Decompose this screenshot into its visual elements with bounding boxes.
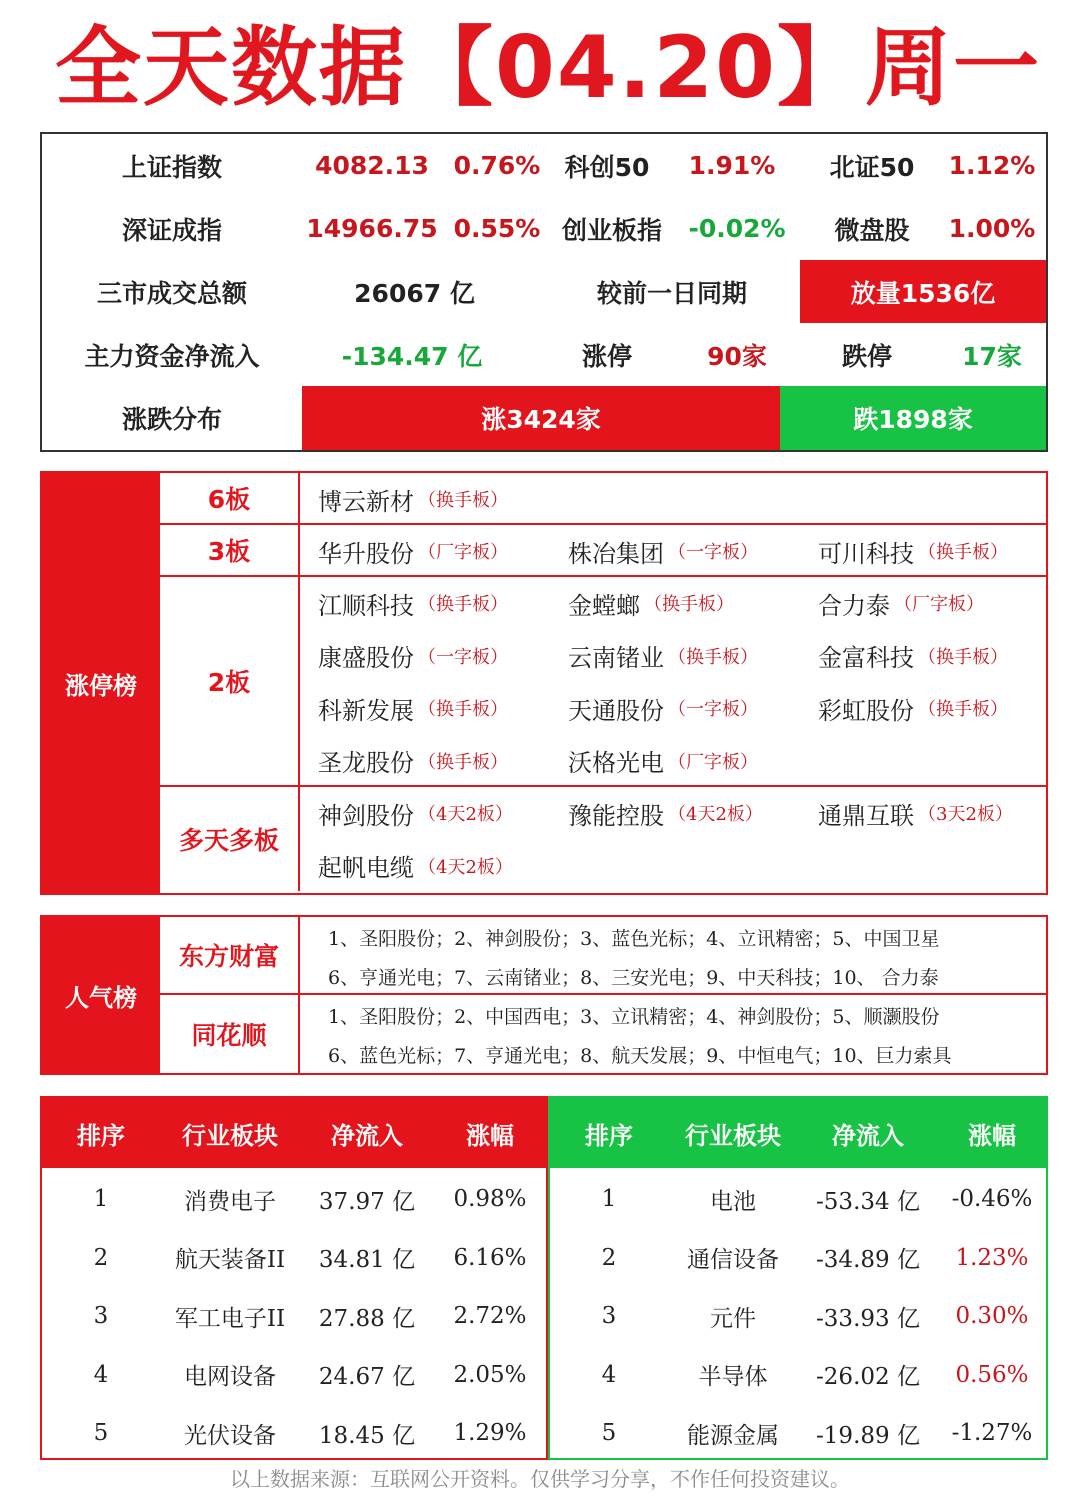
sector-name: 元件: [710, 1305, 756, 1332]
sector-change-pct: -0.46%: [951, 1186, 1033, 1212]
stock-name: 华升股份: [318, 539, 414, 568]
stock-name: 神剑股份: [318, 801, 414, 830]
table-row: [550, 1229, 1046, 1287]
summary-row-flows: [42, 323, 1046, 386]
sector-outflow-table: [548, 1096, 1048, 1460]
table-row: [550, 1346, 1046, 1404]
table-row: [550, 1287, 1046, 1345]
sh-index-label: 上证指数: [121, 152, 222, 182]
sector-rank: 1: [93, 1186, 109, 1212]
limit-up-stock: [318, 473, 508, 525]
sector-net-flow: -53.34 亿: [816, 1188, 920, 1215]
board-type-tag: （厂字板）: [418, 542, 508, 563]
stock-name: 合力泰: [818, 591, 890, 620]
sector-change-pct: 0.56%: [955, 1361, 1029, 1388]
popularity-source-dfcf: [160, 917, 1046, 995]
stock-name: 株冶集团: [568, 539, 664, 568]
source-label: 同花顺: [160, 995, 300, 1073]
cy-index-pct: -0.02%: [688, 214, 786, 243]
microcap-label: 微盘股: [834, 215, 910, 245]
popularity-line: 1、圣阳股份；2、中国西电；3、立讯精密；4、神剑股份；5、顺灏股份: [328, 1006, 940, 1028]
board-type-tag: （换手板）: [668, 646, 758, 668]
board-tier-label: 6板: [160, 473, 300, 523]
main-flow-value: -134.47 亿: [341, 341, 483, 371]
board-tier-label: 2板: [160, 577, 300, 785]
sector-name: 消费电子: [184, 1188, 276, 1215]
board-type-tag: （4天2板）: [418, 856, 513, 878]
limit-up-stock: [818, 525, 1008, 577]
sh-index-pct: 0.76%: [453, 151, 541, 180]
board-type-tag: （3天2板）: [918, 804, 1013, 825]
limit-up-stock: [318, 840, 513, 892]
sector-net-flow: -33.93 亿: [816, 1305, 920, 1332]
sector-change-pct: 1.29%: [453, 1420, 527, 1446]
board-tier-label: 3板: [160, 525, 300, 575]
stock-name: 博云新材: [318, 487, 414, 516]
limit-up-stock: [318, 525, 508, 577]
sector-name: 半导体: [698, 1364, 768, 1390]
limit-up-board: [40, 471, 1048, 895]
limit-up-label: 涨停: [581, 341, 632, 371]
fall-count-bar: 跌1898家: [780, 386, 1046, 450]
cy-index-label: 创业板指: [561, 215, 662, 245]
sector-change-pct: 2.05%: [453, 1361, 527, 1388]
sector-net-flow: 27.88 亿: [318, 1305, 416, 1332]
sz-index-value: 14966.75: [306, 214, 438, 243]
market-summary-table: [40, 132, 1048, 452]
sector-change-pct: 6.16%: [453, 1244, 527, 1271]
limit-up-count: 90家: [707, 341, 767, 371]
board-type-tag: （换手板）: [644, 594, 734, 615]
table-header: [550, 1098, 1046, 1168]
limit-up-stock: [818, 682, 1008, 734]
limit-up-stock: [568, 787, 763, 839]
header-flow: 净流入: [331, 1121, 403, 1150]
volume-change-badge: 放量1536亿: [800, 260, 1046, 323]
page-title: 全天数据【04.20】周一: [55, 18, 1042, 118]
sector-name: 能源金属: [687, 1422, 779, 1449]
board-type-tag: （换手板）: [418, 490, 508, 511]
turnover-label: 三市成交总额: [96, 278, 247, 308]
limit-up-stock: [568, 577, 734, 629]
table-row: [42, 1404, 546, 1462]
limit-up-stock: [568, 735, 758, 787]
board-type-tag: （换手板）: [918, 542, 1008, 563]
board-type-tag: （一字板）: [668, 542, 758, 563]
rise-count-bar: 涨3424家: [302, 386, 780, 450]
source-label: 东方财富: [160, 917, 300, 993]
board-tier-label: 多天多板: [160, 787, 300, 891]
table-row: [42, 1346, 546, 1404]
sector-change-pct: 0.98%: [453, 1186, 527, 1212]
stock-name: 豫能控股: [568, 801, 664, 830]
stock-name: 圣龙股份: [318, 749, 414, 777]
header-pct: 涨幅: [466, 1121, 514, 1150]
summary-row-distribution: [42, 386, 1046, 449]
limit-up-stock: [318, 735, 508, 787]
board-type-tag: （厂字板）: [894, 594, 984, 615]
stock-name: 彩虹股份: [818, 696, 914, 725]
sector-change-pct: -1.27%: [951, 1420, 1033, 1446]
header-sector: 行业板块: [685, 1121, 781, 1150]
stock-name: 科新发展: [318, 696, 414, 725]
stock-name: 金富科技: [818, 644, 914, 672]
turnover-value: 26067 亿: [354, 278, 475, 308]
popularity-source-ths: [160, 995, 1046, 1073]
board-type-tag: （4天2板）: [668, 804, 763, 825]
header-flow: 净流入: [832, 1121, 904, 1150]
sector-net-flow: -34.89 亿: [816, 1247, 920, 1273]
sector-rank: 5: [93, 1420, 109, 1446]
board-type-tag: （一字板）: [418, 646, 508, 668]
bz50-pct: 1.12%: [948, 151, 1036, 180]
limit-up-stock: [318, 787, 513, 839]
sector-rank: 3: [601, 1303, 617, 1329]
compare-label: 较前一日同期: [596, 278, 747, 308]
table-row: [42, 1229, 546, 1287]
board-type-tag: （4天2板）: [418, 804, 513, 825]
sector-name: 光伏设备: [184, 1422, 276, 1449]
limit-up-stock: [818, 577, 984, 629]
popularity-line: 1、圣阳股份；2、神剑股份；3、蓝色光标；4、立讯精密；5、中国卫星: [328, 928, 940, 950]
limit-up-stock: [568, 525, 758, 577]
header-rank: 排序: [585, 1121, 633, 1150]
popularity-line: 6、蓝色光标；7、亨通光电；8、航天发展；9、中恒电气；10、巨力索具: [328, 1045, 952, 1067]
kc50-pct: 1.91%: [688, 151, 776, 180]
popularity-line: 6、亨通光电；7、云南锗业；8、三安光电；9、中天科技；10、 合力泰: [328, 967, 939, 989]
summary-row-indices-2: [42, 197, 1046, 260]
board-type-tag: （换手板）: [418, 594, 508, 615]
stock-name: 康盛股份: [318, 644, 414, 672]
limit-up-stock: [568, 630, 758, 682]
table-row: [42, 1287, 546, 1345]
sector-name: 电网设备: [184, 1364, 276, 1390]
bz50-label: 北证50: [829, 152, 915, 182]
popularity-board: [40, 915, 1048, 1075]
table-row: [550, 1170, 1046, 1228]
stock-name: 可川科技: [818, 539, 914, 568]
board-tier-row: [160, 525, 1046, 577]
board-type-tag: （换手板）: [418, 699, 508, 720]
kc50-label: 科创50: [564, 152, 650, 182]
stock-name: 通鼎互联: [818, 801, 914, 830]
limit-up-stock: [318, 682, 508, 734]
summary-row-turnover: [42, 260, 1046, 323]
sector-name: 电池: [710, 1188, 756, 1215]
limit-up-stock: [318, 577, 508, 629]
board-tier-row: [160, 473, 1046, 525]
sector-change-pct: 1.23%: [955, 1244, 1029, 1271]
sector-change-pct: 0.30%: [955, 1303, 1029, 1329]
table-row: [550, 1404, 1046, 1462]
board-type-tag: （换手板）: [418, 751, 508, 773]
sz-index-label: 深证成指: [121, 215, 222, 245]
limit-up-board-label: 涨停榜: [42, 473, 160, 893]
limit-down-count: 17家: [962, 341, 1022, 371]
limit-down-label: 跌停: [841, 341, 892, 371]
sector-rank: 4: [601, 1361, 617, 1388]
sector-name: 通信设备: [687, 1247, 779, 1273]
summary-row-indices-1: [42, 134, 1046, 197]
board-type-tag: （换手板）: [918, 699, 1008, 720]
board-type-tag: （厂字板）: [668, 751, 758, 773]
sector-name: 军工电子II: [174, 1305, 286, 1332]
limit-up-stock: [568, 682, 758, 734]
main-flow-label: 主力资金净流入: [84, 341, 260, 371]
stock-name: 金螳螂: [568, 591, 640, 620]
sector-name: 航天装备II: [174, 1247, 286, 1273]
limit-up-stock: [318, 630, 508, 682]
stock-name: 江顺科技: [318, 591, 414, 620]
sector-rank: 1: [601, 1186, 617, 1212]
sector-rank: 2: [93, 1244, 109, 1271]
board-tier-row: [160, 577, 1046, 787]
header-pct: 涨幅: [968, 1121, 1016, 1150]
board-type-tag: （一字板）: [668, 699, 758, 720]
sector-net-flow: 34.81 亿: [318, 1247, 416, 1273]
sector-rank: 3: [93, 1303, 109, 1329]
board-tier-row: [160, 787, 1046, 891]
sector-rank: 5: [601, 1420, 617, 1446]
sz-index-pct: 0.55%: [453, 214, 541, 243]
board-type-tag: （换手板）: [918, 646, 1008, 668]
limit-up-stock: [818, 630, 1008, 682]
sh-index-value: 4082.13: [315, 151, 429, 180]
distribution-label: 涨跌分布: [121, 404, 222, 434]
sector-inflow-table: [40, 1096, 548, 1460]
sector-rank: 2: [601, 1244, 617, 1271]
header-sector: 行业板块: [182, 1121, 278, 1150]
sector-net-flow: 37.97 亿: [318, 1188, 416, 1215]
stock-name: 云南锗业: [568, 644, 664, 672]
sector-rank: 4: [93, 1361, 109, 1388]
disclaimer-footer: 以上数据来源：互联网公开资料。仅供学习分享，不作任何投资建议。: [230, 1467, 850, 1491]
sector-net-flow: 18.45 亿: [318, 1422, 416, 1449]
limit-up-stock: [818, 787, 1013, 839]
sector-net-flow: 24.67 亿: [318, 1364, 416, 1390]
table-header: [42, 1098, 546, 1168]
header-rank: 排序: [77, 1121, 125, 1150]
table-row: [42, 1170, 546, 1228]
stock-name: 沃格光电: [568, 749, 664, 777]
stock-name: 起帆电缆: [318, 854, 414, 882]
sector-net-flow: -26.02 亿: [816, 1364, 920, 1390]
popularity-board-label: 人气榜: [42, 917, 160, 1073]
sector-change-pct: 2.72%: [453, 1303, 527, 1329]
microcap-pct: 1.00%: [948, 214, 1036, 243]
sector-net-flow: -19.89 亿: [816, 1422, 920, 1449]
stock-name: 天通股份: [568, 696, 664, 725]
